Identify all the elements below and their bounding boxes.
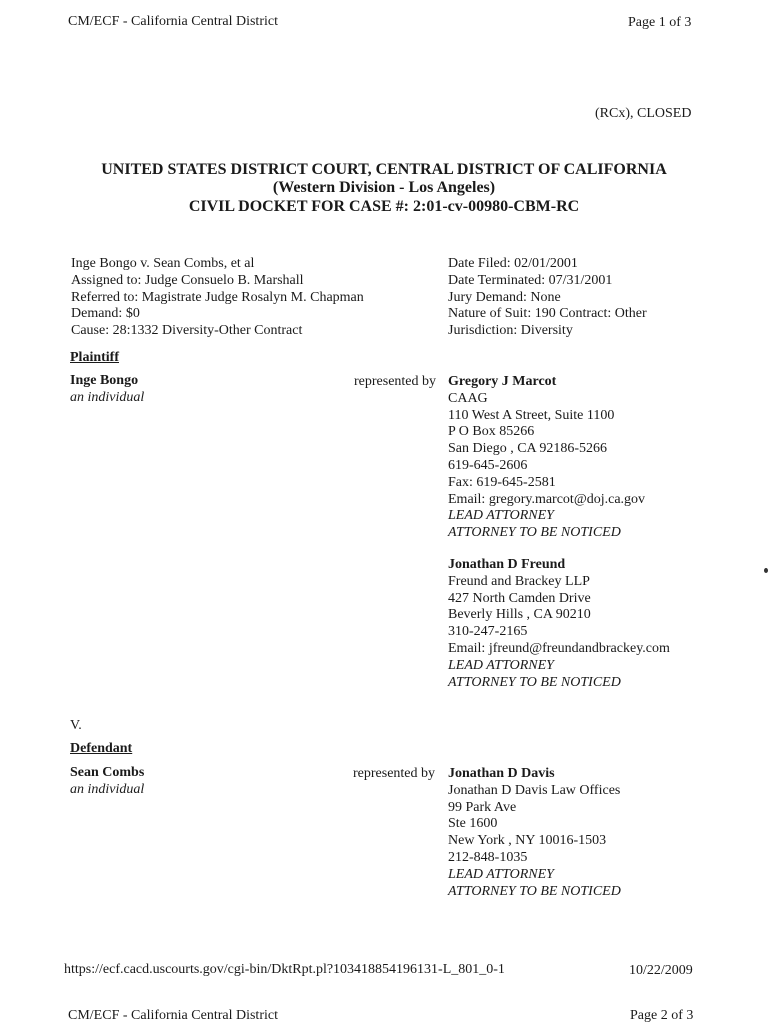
plaintiff-attorney-2 [448, 557, 670, 691]
attorney-phone: 619-645-2606 [448, 457, 528, 473]
assigned-judge: Assigned to: Judge Consuelo B. Marshall [71, 272, 304, 288]
next-header-site: CM/ECF - California Central District [68, 1008, 278, 1023]
plaintiff-name: Inge Bongo [70, 373, 139, 388]
case-info-right [448, 256, 647, 340]
versus-marker: V. [70, 718, 82, 733]
attorney-name: Jonathan D Davis [448, 766, 555, 781]
attorney-email: Email: gregory.marcot@doj.ca.gov [448, 491, 646, 507]
defendant-name: Sean Combs [70, 765, 145, 780]
court-title: UNITED STATES DISTRICT COURT, CENTRAL DISTRICT OF CALIFORNIA [101, 161, 667, 178]
defendant-attorney [448, 766, 621, 900]
case-info-left [71, 256, 364, 340]
scan-speck [764, 568, 768, 573]
case-flags: (RCx), CLOSED [595, 106, 692, 121]
footer-date: 10/22/2009 [629, 963, 693, 978]
attorney-lead-note: LEAD ATTORNEY [448, 657, 554, 673]
attorney-city: New York , NY 10016-1503 [448, 833, 607, 849]
plaintiff-desc: an individual [70, 389, 145, 405]
attorney-email: Email: jfreund@freundandbrackey.com [448, 640, 670, 656]
attorney-name: Jonathan D Freund [448, 557, 566, 572]
attorney-name: Gregory J Marcot [448, 374, 557, 389]
cause: Cause: 28:1332 Diversity-Other Contract [71, 323, 303, 339]
footer-url: https://ecf.cacd.uscourts.gov/cgi-bin/DktRpt.pl?103418854196131-L_801_0-1 [64, 962, 505, 977]
attorney-notice-note: ATTORNEY TO BE NOTICED [448, 674, 621, 690]
attorney-suite: Ste 1600 [448, 816, 498, 832]
header-site: CM/ECF - California Central District [68, 14, 278, 29]
attorney-lead-note: LEAD ATTORNEY [448, 866, 554, 882]
defendant-party [70, 765, 144, 799]
jury-demand: Jury Demand: None [448, 289, 561, 305]
header-page-number: Page 1 of 3 [628, 15, 692, 30]
attorney-address: 427 North Camden Drive [448, 590, 591, 606]
attorney-phone: 212-848-1035 [448, 849, 528, 865]
plaintiff-heading: Plaintiff [70, 350, 119, 365]
plaintiff-party [70, 373, 144, 407]
attorney-phone: 310-247-2165 [448, 624, 528, 640]
attorney-notice-note: ATTORNEY TO BE NOTICED [448, 525, 621, 541]
attorney-fax: Fax: 619-645-2581 [448, 474, 556, 490]
attorney-firm: CAAG [448, 390, 488, 406]
next-header-page-number: Page 2 of 3 [630, 1008, 694, 1023]
defendant-desc: an individual [70, 781, 145, 797]
attorney-lead-note: LEAD ATTORNEY [448, 508, 554, 524]
plaintiff-represented-by: represented by [354, 374, 437, 389]
attorney-address: 110 West A Street, Suite 1100 [448, 407, 615, 423]
case-caption: Inge Bongo v. Sean Combs, et al [71, 256, 255, 271]
defendant-represented-by: represented by [353, 766, 436, 781]
defendant-heading: Defendant [70, 741, 133, 756]
attorney-notice-note: ATTORNEY TO BE NOTICED [448, 883, 621, 899]
plaintiff-attorney-1 [448, 374, 645, 542]
attorney-firm: Freund and Brackey LLP [448, 573, 590, 589]
docket-title: CIVIL DOCKET FOR CASE #: 2:01-cv-00980-CBM-RC [188, 198, 580, 215]
date-filed: Date Filed: 02/01/2001 [448, 256, 578, 271]
attorney-po-box: P O Box 85266 [448, 424, 535, 440]
date-terminated: Date Terminated: 07/31/2001 [448, 272, 613, 288]
jurisdiction: Jurisdiction: Diversity [448, 323, 573, 339]
attorney-city: Beverly Hills , CA 90210 [448, 607, 591, 623]
referred-judge: Referred to: Magistrate Judge Rosalyn M. Chapman [71, 289, 364, 305]
attorney-address: 99 Park Ave [448, 799, 517, 815]
attorney-city: San Diego , CA 92186-5266 [448, 441, 608, 457]
court-division: (Western Division - Los Angeles) [272, 179, 496, 196]
attorney-firm: Jonathan D Davis Law Offices [448, 782, 621, 798]
nature-of-suit: Nature of Suit: 190 Contract: Other [448, 306, 647, 322]
demand: Demand: $0 [71, 306, 140, 322]
